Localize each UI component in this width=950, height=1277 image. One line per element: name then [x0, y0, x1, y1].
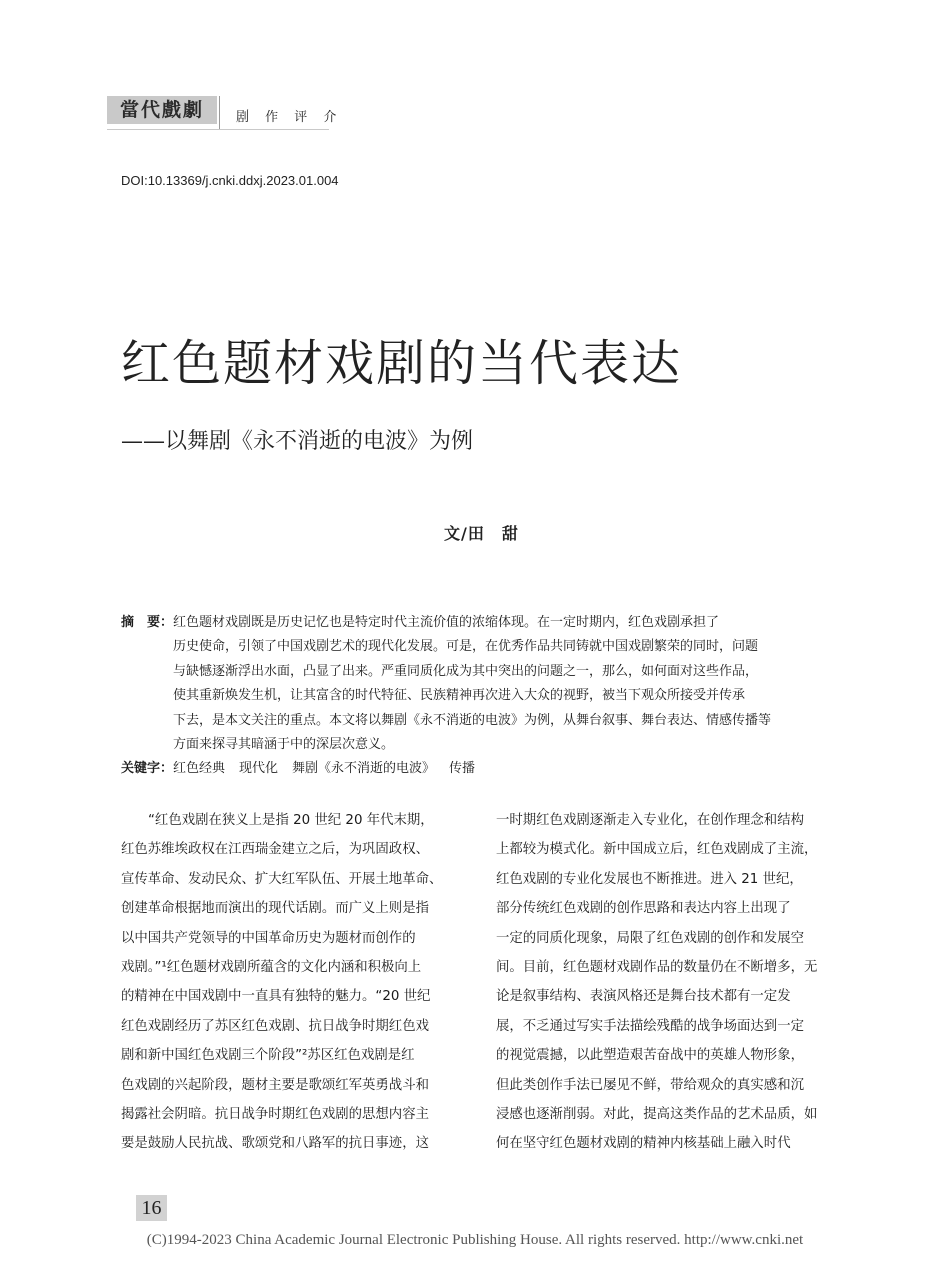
keyword: 传播: [449, 761, 476, 777]
body-line: 揭露社会阴暗。抗日战争时期红色戏剧的思想内容主: [121, 1107, 429, 1123]
body-line: 的视觉震撼，以此塑造艰苦奋战中的英雄人物形象，: [496, 1048, 804, 1064]
abstract-line: 使其重新焕发生机，让其富含的时代特征、民族精神再次进入大众的视野，被当下观众所接受并传承: [173, 688, 746, 704]
page-number: 16: [136, 1195, 167, 1221]
body-line: 浸感也逐渐削弱。对此，提高这类作品的艺术品质，如: [496, 1107, 818, 1123]
body-line: 部分传统红色戏剧的创作思路和表达内容上出现了: [496, 901, 791, 917]
body-line: 以中国共产党领导的中国革命历史为题材而创作的: [121, 930, 416, 946]
body-line: “红色戏剧在狭义上是指 20 世纪 20 年代末期，: [148, 813, 434, 828]
body-line: 红色苏维埃政权在江西瑞金建立之后，为巩固政权、: [121, 842, 429, 858]
body-line: 间。目前，红色题材戏剧作品的数量仍在不断增多，无: [496, 960, 818, 976]
body-line: 宣传革命、发动民众、扩大红军队伍、开展土地革命、: [121, 871, 443, 887]
body-line: 红色戏剧经历了苏区红色戏剧、抗日战争时期红色戏: [121, 1018, 429, 1034]
keywords: [121, 757, 833, 781]
keyword: 现代化: [239, 761, 279, 777]
author: 文/田 甜: [444, 524, 519, 543]
abstract-line: 历史使命，引领了中国戏剧艺术的现代化发展。可是，在优秀作品共同铸就中国戏剧繁荣的同时，问题: [173, 639, 759, 655]
keyword: 红色经典: [173, 761, 226, 777]
body-column-left: [121, 806, 469, 1159]
section-label: 剧 作 评 介: [236, 110, 343, 125]
body-line: 剧和新中国红色戏剧三个阶段”²苏区红色戏剧是红: [121, 1048, 415, 1064]
abstract-line: 下去，是本文关注的重点。本文将以舞剧《永不消逝的电波》为例，从舞台叙事、舞台表达、情感传播等: [173, 712, 772, 728]
copyright-footer: (C)1994-2023 China Academic Journal Electronic Publishing House. All rights reserved. http://www.cnki.net: [146, 1232, 804, 1248]
abstract: [121, 611, 833, 782]
body-line: 要是鼓励人民抗战、歌颂党和八路军的抗日事迹，这: [121, 1136, 429, 1152]
body-line: 一时期红色戏剧逐渐走入专业化，在创作理念和结构: [496, 813, 804, 828]
journal-logo: 當代戲劇: [107, 96, 217, 124]
body-line: 戏剧。”¹红色题材戏剧所蕴含的文化内涵和积极向上: [121, 960, 422, 976]
article-subtitle: ——以舞剧《永不消逝的电波》为例: [121, 429, 474, 454]
body-line: 色戏剧的兴起阶段，题材主要是歌颂红军英勇战斗和: [121, 1077, 429, 1093]
keywords-label: 关键字：: [121, 761, 174, 777]
body-line: 论是叙事结构、表演风格还是舞台技术都有一定发: [496, 989, 791, 1005]
body-line: 一定的同质化现象，局限了红色戏剧的创作和发展空: [496, 930, 804, 946]
header-divider-vertical: [219, 96, 220, 130]
body-column-right: [496, 806, 844, 1159]
abstract-line: 红色题材戏剧既是历史记忆也是特定时代主流价值的浓缩体现。在一定时期内，红色戏剧承担了: [173, 615, 720, 630]
body-line: 展，不乏通过写实手法描绘残酷的战争场面达到一定: [496, 1018, 804, 1034]
body-line: 上都较为模式化。新中国成立后，红色戏剧成了主流，: [496, 842, 818, 858]
body-line: 红色戏剧的专业化发展也不断推进。进入 21 世纪，: [496, 871, 803, 887]
header-divider-horizontal: [107, 129, 329, 130]
body-line: 但此类创作手法已屡见不鲜，带给观众的真实感和沉: [496, 1077, 804, 1093]
body-line: 的精神在中国戏剧中一直具有独特的魅力。“20 世纪: [121, 989, 431, 1005]
abstract-line: 方面来探寻其暗涵于中的深层次意义。: [173, 737, 395, 753]
body-line: 创建革命根据地而演出的现代话剧。而广义上则是指: [121, 901, 429, 917]
article-title: 红色题材戏剧的当代表达: [121, 335, 683, 392]
abstract-line: 与缺憾逐渐浮出水面，凸显了出来。严重同质化成为其中突出的问题之一，那么，如何面对这些作品，: [173, 663, 759, 679]
abstract-label: 摘 要：: [121, 615, 174, 630]
body-line: 何在坚守红色题材戏剧的精神内核基础上融入时代: [496, 1136, 791, 1152]
doi: DOI:10.13369/j.cnki.ddxj.2023.01.004: [121, 173, 339, 188]
keyword: 舞剧《永不消逝的电波》: [292, 761, 436, 777]
